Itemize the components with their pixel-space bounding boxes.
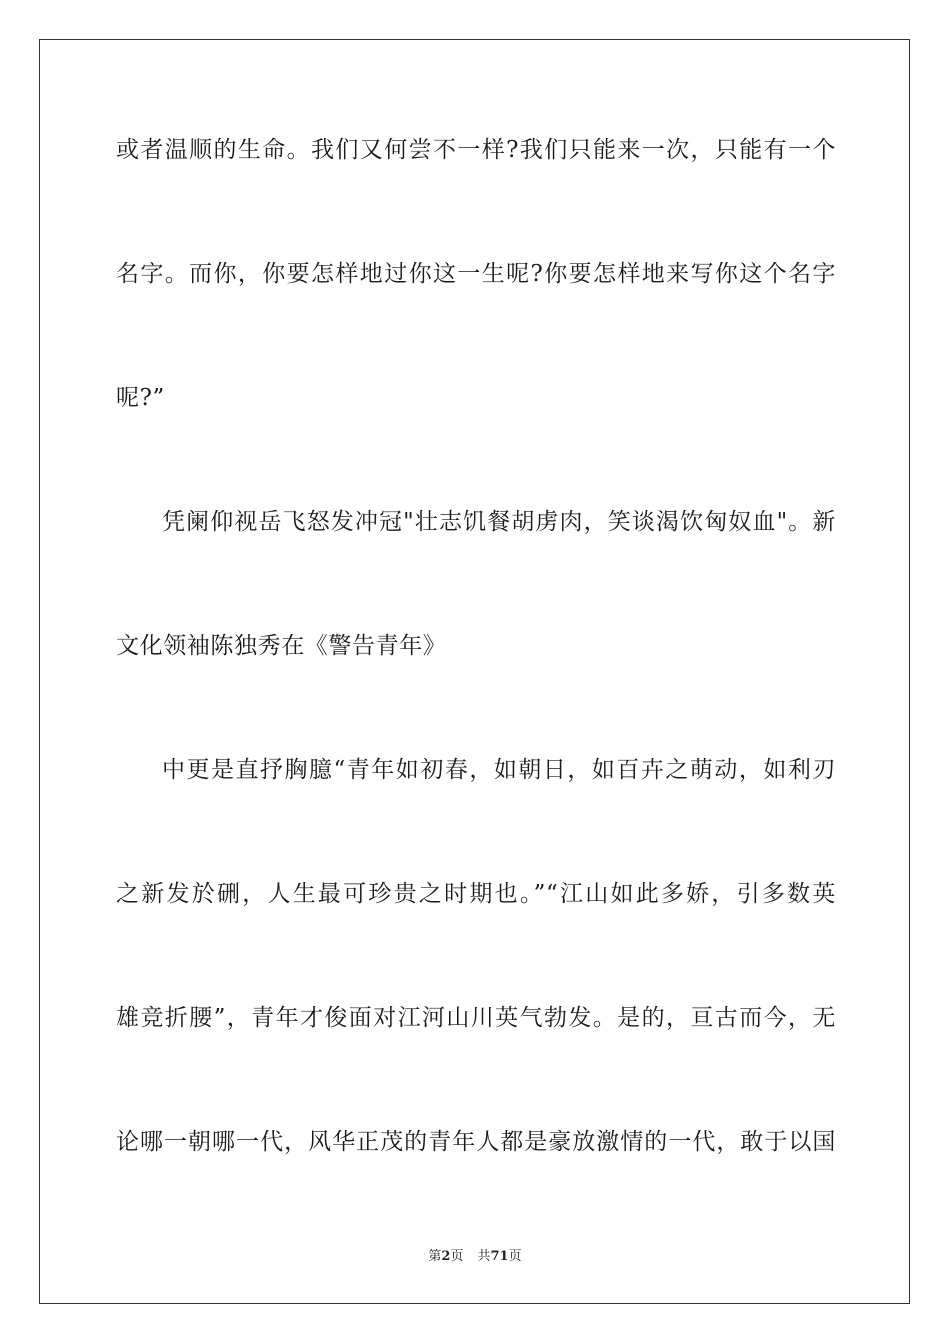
page-border <box>39 39 910 1304</box>
text-line-2: 名字。而你，你要怎样地过你这一生呢?你要怎样地来写你这个名字 <box>116 261 836 287</box>
text-line-6: 中更是直抒胸臆“青年如初春，如朝日，如百卉之萌动，如利刃 <box>162 757 836 783</box>
text-line-7: 之新发於硎，人生最可珍贵之时期也。”“江山如此多娇，引多数英 <box>116 881 836 907</box>
text-line-4: 凭阑仰视岳飞怒发冲冠"壮志饥餐胡虏肉，笑谈渴饮匈奴血"。新 <box>162 509 836 535</box>
page-number: 2 <box>441 1249 451 1264</box>
total-pages: 71 <box>490 1249 509 1264</box>
page-footer <box>0 1248 950 1266</box>
text-line-1: 或者温顺的生命。我们又何尝不一样?我们只能来一次，只能有一个 <box>116 137 836 163</box>
page-suffix: 页 <box>450 1249 464 1264</box>
text-line-3: 呢?” <box>116 385 165 411</box>
total-suffix: 页 <box>508 1249 522 1264</box>
text-line-5: 文化领袖陈独秀在《警告青年》 <box>116 633 447 659</box>
total-prefix: 共 <box>477 1249 491 1264</box>
page-prefix: 第 <box>428 1249 442 1264</box>
text-line-8: 雄竞折腰”，青年才俊面对江河山川英气勃发。是的，亘古而今，无 <box>116 1005 836 1031</box>
text-line-9: 论哪一朝哪一代，风华正茂的青年人都是豪放激情的一代，敢于以国 <box>116 1129 836 1155</box>
